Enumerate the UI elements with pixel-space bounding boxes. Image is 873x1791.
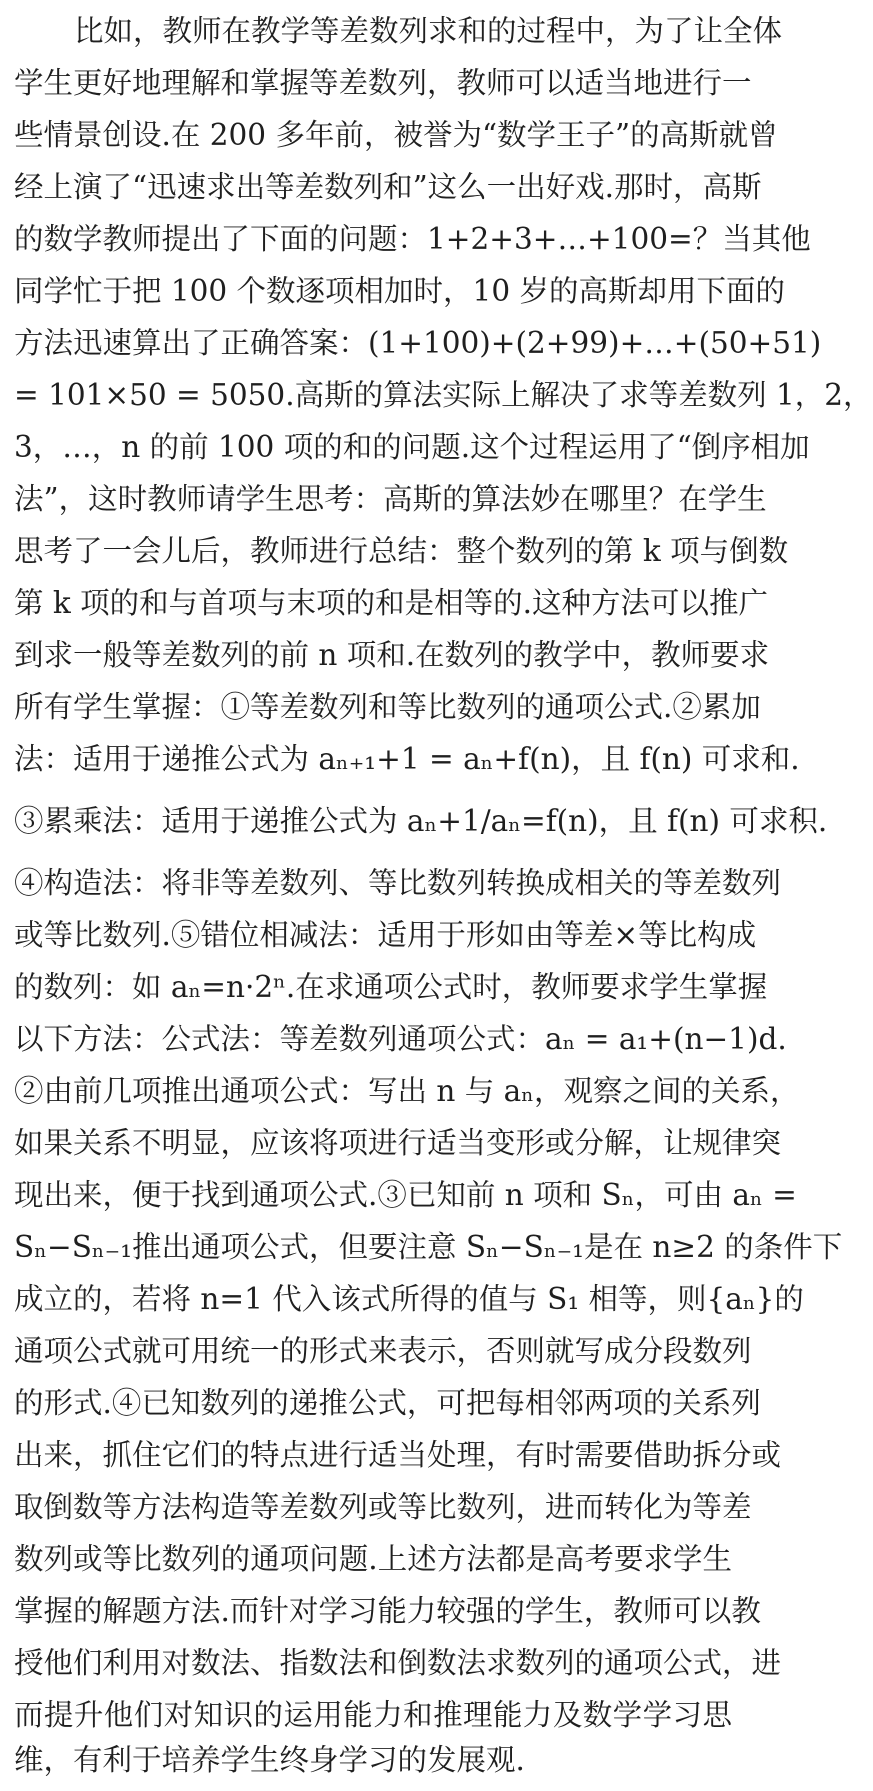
text-line: 现出来，便于找到通项公式.③已知前 n 项和 Sₙ，可由 aₙ = — [14, 1178, 797, 1212]
text-line: 第 k 项的和与首项与末项的和是相等的.这种方法可以推广 — [14, 586, 769, 620]
text-line: 维，有利于培养学生终身学习的发展观. — [14, 1743, 525, 1777]
text-line: 授他们利用对数法、指数法和倒数法求数列的通项公式，进 — [14, 1646, 782, 1680]
text-line: 法”，这时教师请学生思考：高斯的算法妙在哪里？在学生 — [14, 482, 767, 516]
text-line: 法：适用于递推公式为 aₙ₊₁+1 = aₙ+f(n)，且 f(n) 可求和. — [14, 742, 800, 776]
text-line: ②由前几项推出通项公式：写出 n 与 aₙ，观察之间的关系， — [14, 1074, 800, 1108]
text-line: 取倒数等方法构造等差数列或等比数列，进而转化为等差 — [14, 1490, 752, 1524]
text-line: 而提升他们对知识的运用能力和推理能力及数学学习思 — [14, 1698, 732, 1732]
text-line: 的数学教师提出了下面的问题：1+2+3+…+100=？当其他 — [14, 222, 811, 256]
text-line: 些情景创设.在 200 多年前，被誉为“数学王子”的高斯就曾 — [14, 118, 778, 152]
text-line: 掌握的解题方法.而针对学习能力较强的学生，教师可以教 — [14, 1594, 761, 1628]
text-line: 方法迅速算出了正确答案：(1+100)+(2+99)+…+(50+51) — [14, 326, 822, 360]
text-line: 比如，教师在教学等差数列求和的过程中，为了让全体 — [74, 14, 783, 48]
text-line: 所有学生掌握：①等差数列和等比数列的通项公式.②累加 — [14, 690, 761, 724]
text-line: 或等比数列.⑤错位相减法：适用于形如由等差×等比构成 — [14, 918, 757, 952]
text-line: 数列或等比数列的通项问题.上述方法都是高考要求学生 — [14, 1542, 732, 1576]
text-line: ④构造法：将非等差数列、等比数列转换成相关的等差数列 — [14, 866, 782, 900]
text-line: Sₙ−Sₙ₋₁推出通项公式，但要注意 Sₙ−Sₙ₋₁是在 n≥2 的条件下 — [14, 1230, 843, 1264]
text-line: 到求一般等差数列的前 n 项和.在数列的教学中，教师要求 — [14, 638, 770, 672]
text-line: ③累乘法：适用于递推公式为 aₙ+1/aₙ=f(n)，且 f(n) 可求积. — [14, 804, 828, 838]
text-line: 成立的，若将 n=1 代入该式所得的值与 S₁ 相等，则{aₙ}的 — [14, 1282, 804, 1316]
text-line: 的形式.④已知数列的递推公式，可把每相邻两项的关系列 — [14, 1386, 761, 1420]
text-line: 通项公式就可用统一的形式来表示，否则就写成分段数列 — [14, 1334, 752, 1368]
text-line: 如果关系不明显，应该将项进行适当变形或分解，让规律突 — [14, 1126, 782, 1160]
text-line: 经上演了“迅速求出等差数列和”这么一出好戏.那时，高斯 — [14, 170, 762, 204]
text-line: = 101×50 = 5050.高斯的算法实际上解决了求等差数列 1，2， — [14, 378, 873, 412]
text-line: 同学忙于把 100 个数逐项相加时，10 岁的高斯却用下面的 — [14, 274, 785, 308]
text-line: 以下方法：公式法：等差数列通项公式：aₙ = a₁+(n−1)d. — [14, 1022, 787, 1056]
text-line: 的数列：如 aₙ=n·2ⁿ.在求通项公式时，教师要求学生掌握 — [14, 970, 768, 1004]
text-line: 出来，抓住它们的特点进行适当处理，有时需要借助拆分或 — [14, 1438, 782, 1472]
text-line: 学生更好地理解和掌握等差数列，教师可以适当地进行一 — [14, 66, 752, 100]
text-line: 3，…，n 的前 100 项的和的问题.这个过程运用了“倒序相加 — [14, 430, 810, 464]
text-line: 思考了一会儿后，教师进行总结：整个数列的第 k 项与倒数 — [14, 534, 789, 568]
